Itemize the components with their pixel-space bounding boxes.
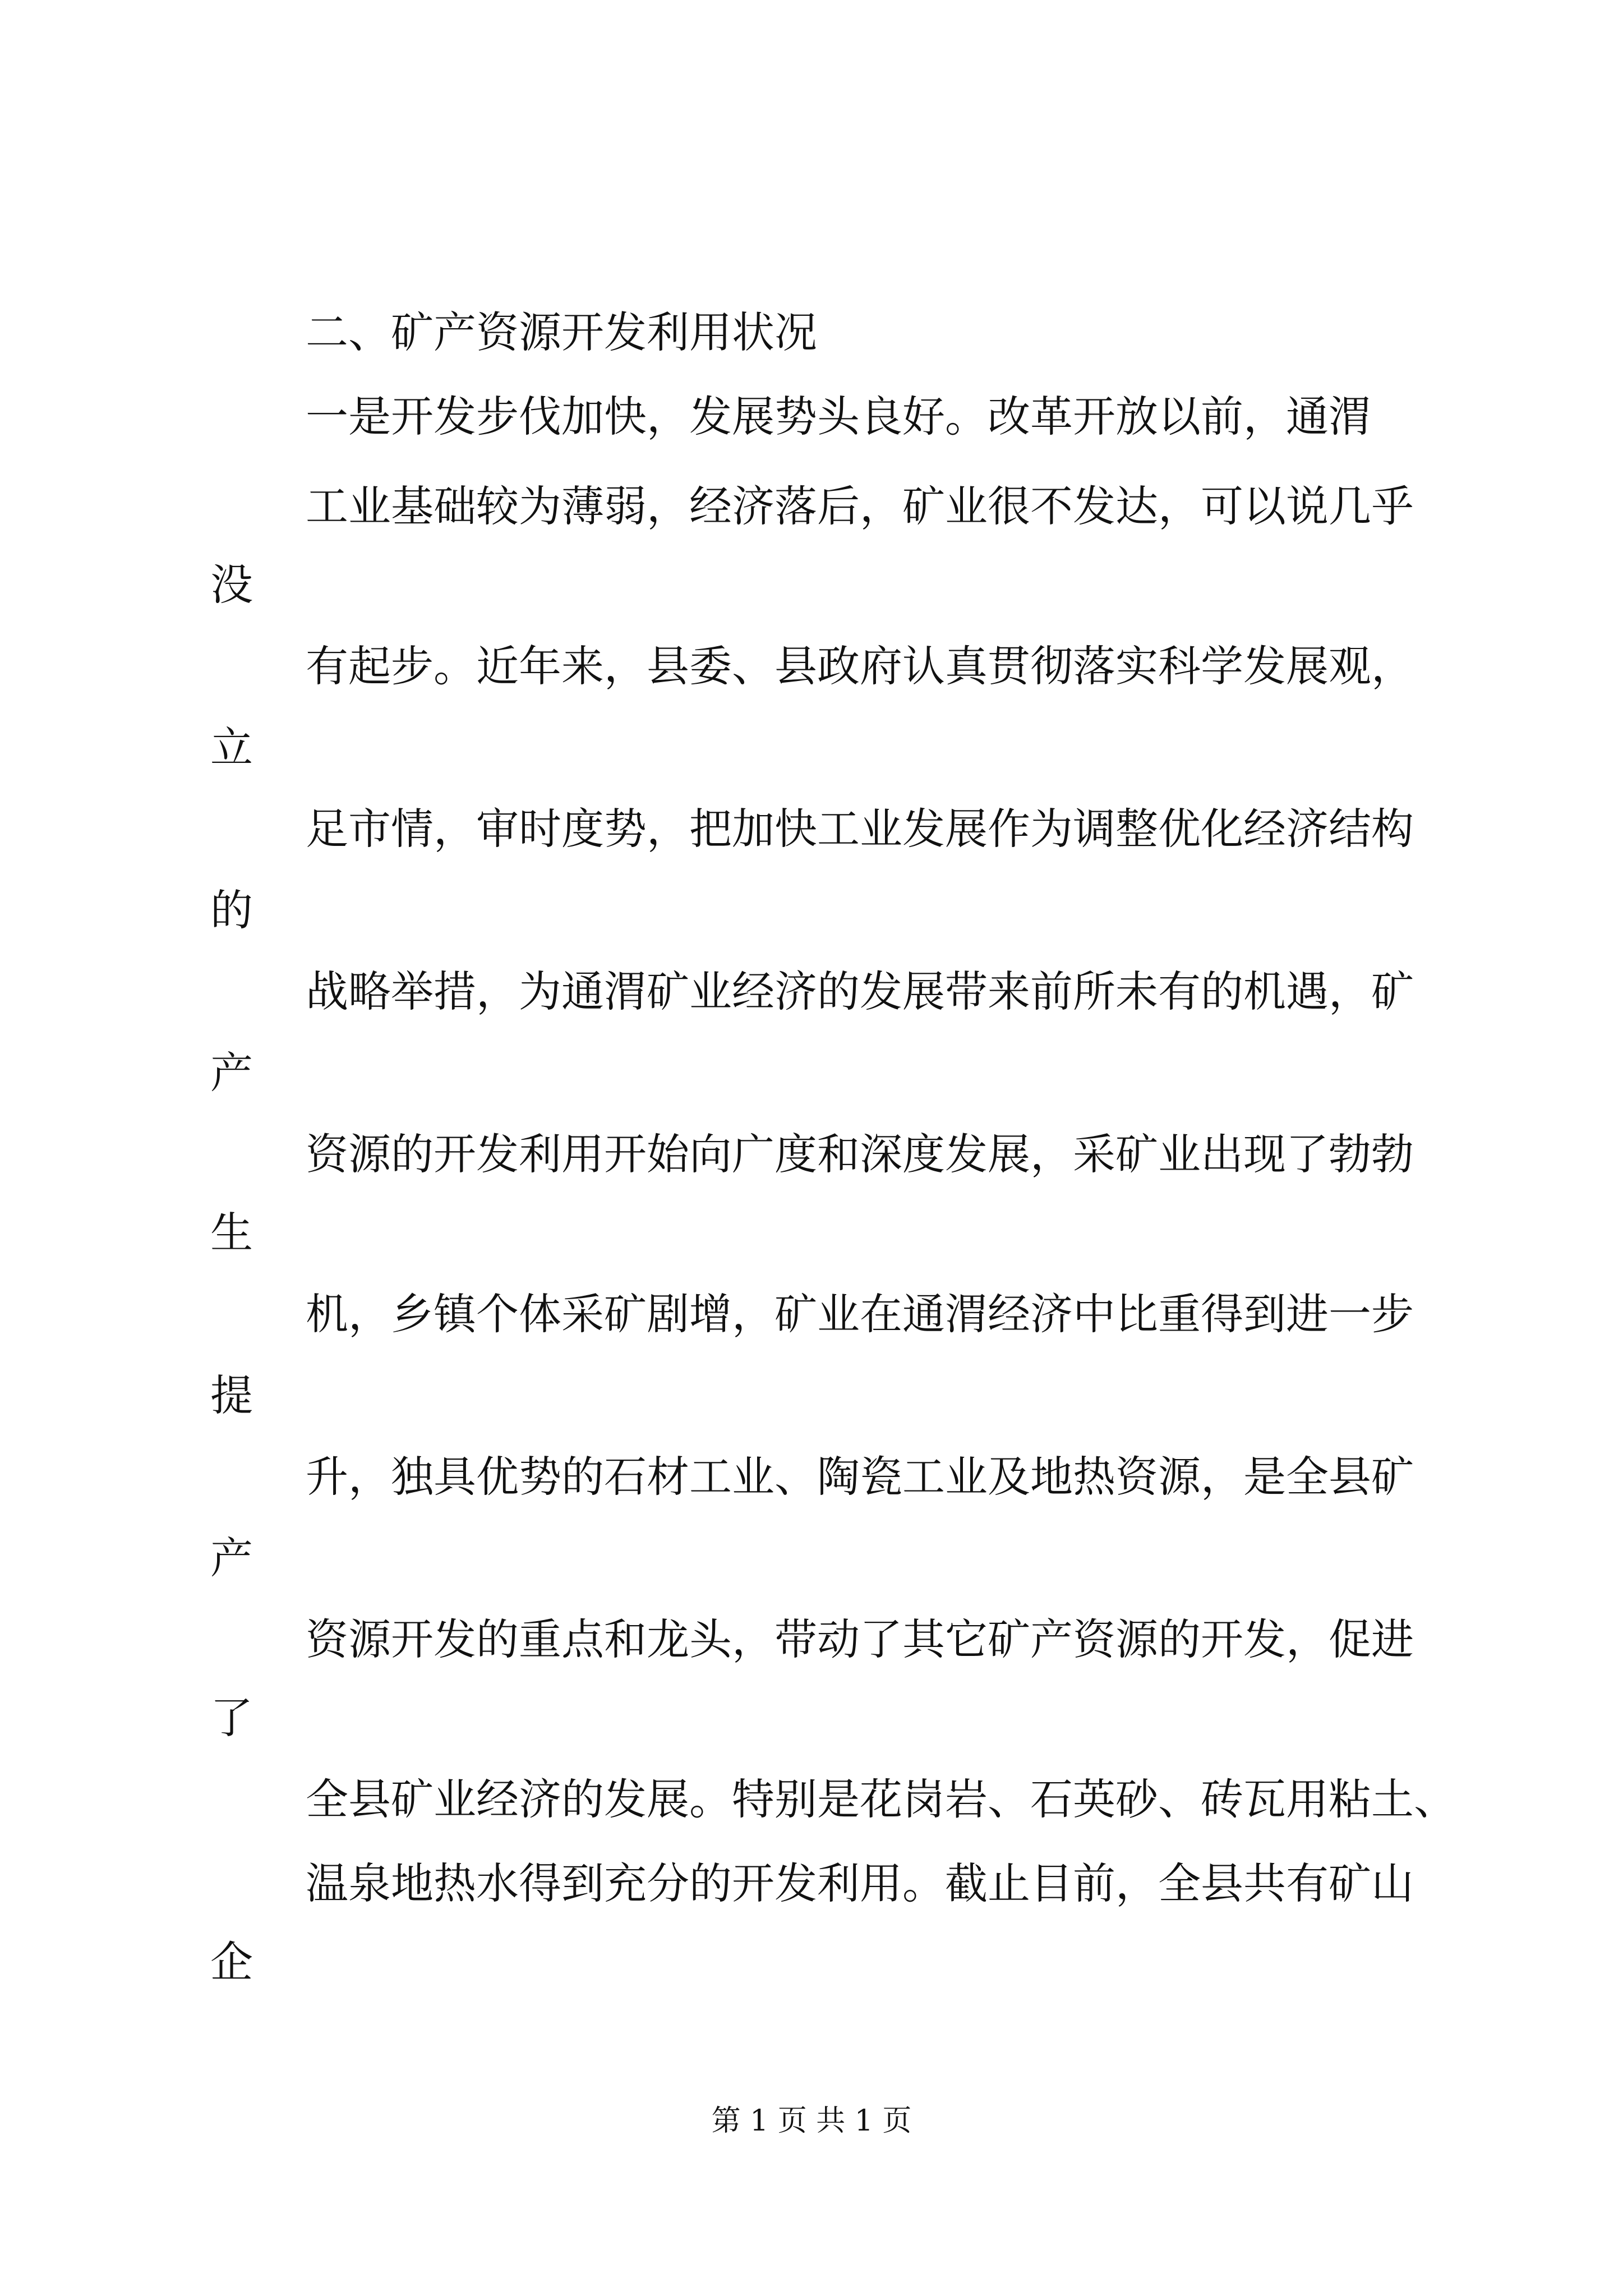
paragraph-line: 全县矿业经济的发展。特别是花岗岩、石英砂、砖瓦用粘土、	[306, 1774, 1456, 1824]
paragraph-line: 的	[210, 885, 253, 935]
paragraph-line: 了	[210, 1693, 253, 1743]
paragraph-line: 立	[210, 723, 253, 772]
paragraph-line: 提	[210, 1370, 253, 1420]
paragraph-line: 战略举措，为通渭矿业经济的发展带来前所未有的机遇，矿	[306, 967, 1414, 1016]
section-heading: 二、矿产资源开发利用状况	[306, 307, 817, 357]
page-footer: 第 1 页 共 1 页	[711, 2104, 912, 2138]
paragraph-line: 机，乡镇个体采矿剧增，矿业在通渭经济中比重得到进一步	[306, 1289, 1414, 1339]
paragraph-line: 生	[210, 1208, 253, 1258]
paragraph-line: 温泉地热水得到充分的开发利用。截止目前，全县共有矿山	[306, 1858, 1414, 1908]
paragraph-line: 升，独具优势的石材工业、陶瓷工业及地热资源，是全县矿	[306, 1452, 1414, 1502]
paragraph-line: 有起步。近年来，县委、县政府认真贯彻落实科学发展观，	[306, 641, 1414, 691]
paragraph-line: 产	[210, 1533, 253, 1583]
paragraph-line: 企	[210, 1937, 253, 1987]
paragraph-line: 资源的开发利用开始向广度和深度发展，采矿业出现了勃勃	[306, 1129, 1414, 1179]
paragraph-line: 一是开发步伐加快，发展势头良好。改革开放以前，通渭	[306, 392, 1371, 441]
paragraph-line: 资源开发的重点和龙头，带动了其它矿产资源的开发，促进	[306, 1614, 1414, 1664]
paragraph-line: 产	[210, 1048, 253, 1098]
paragraph-line: 足市情，审时度势，把加快工业发展作为调整优化经济结构	[306, 804, 1414, 854]
paragraph-line: 没	[210, 560, 253, 610]
paragraph-line: 工业基础较为薄弱，经济落后，矿业很不发达，可以说几乎	[306, 481, 1414, 531]
